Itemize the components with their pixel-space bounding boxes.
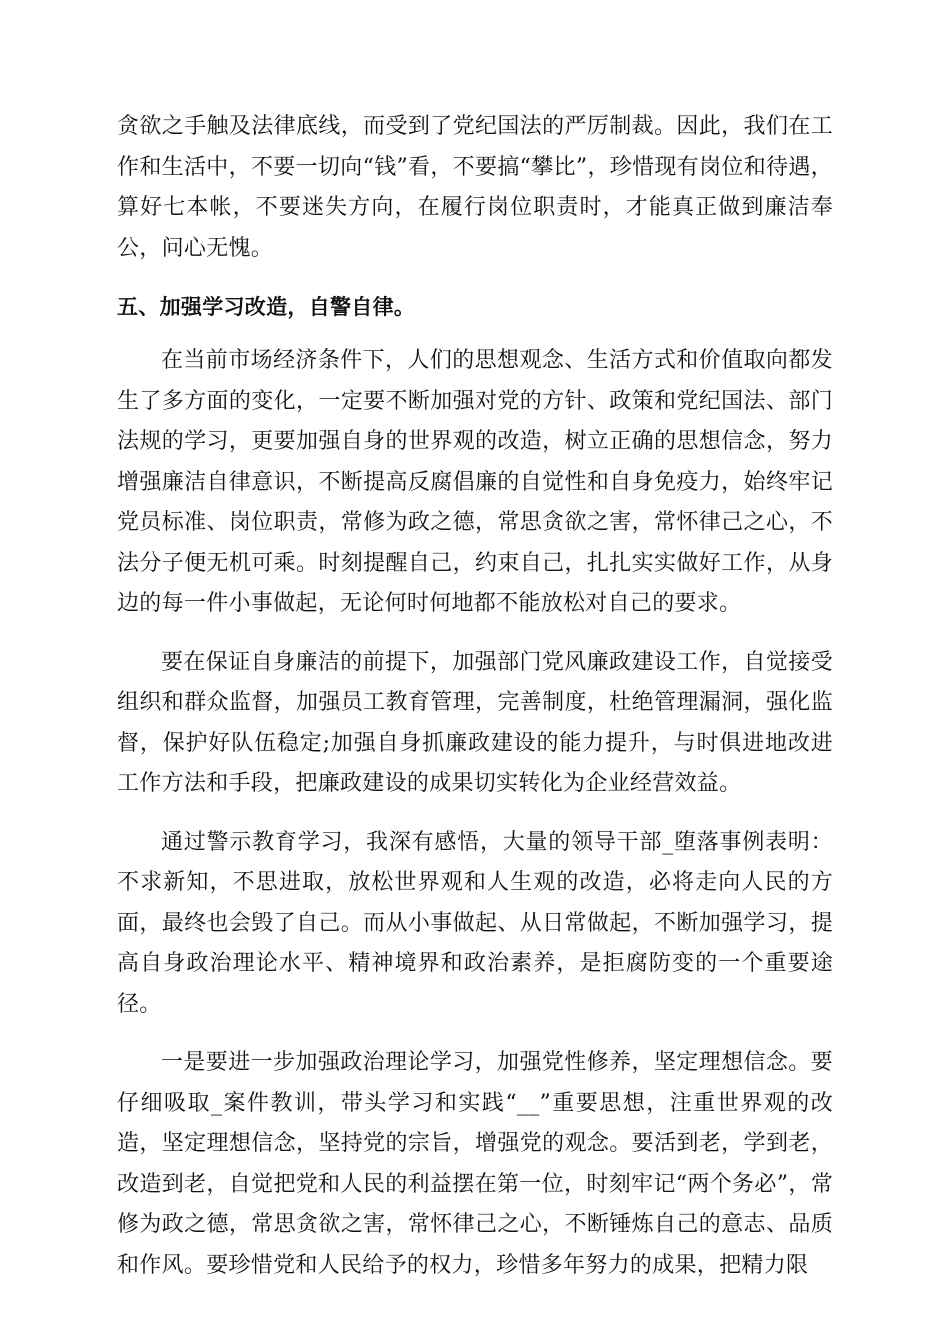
paragraph-3: 要在保证自身廉洁的前提下，加强部门党风廉政建设工作，自觉接受组织和群众监督，加强员工教育管理，完善制度，杜绝管理漏洞，强化监督，保护好队伍稳定;加强自身抓廉政建设的能力提升，与时俱进地改进工作方法和手段，把廉政建设的成果切实转化为企业经营效益。: [117, 649, 833, 796]
paragraph-4: 通过警示教育学习，我深有感悟，大量的领导干部_堕落事例表明：不求新知，不思进取，放松世界观和人生观的改造，必将走向人民的方面，最终也会毁了自己。而从小事做起、从日常做起，不断加强学习，提高自身政治理论水平、精神境界和政治素养，是拒腐防变的一个重要途径。: [117, 829, 833, 1017]
paragraph-5: 一是要进一步加强政治理论学习，加强党性修养，坚定理想信念。要仔细吸取_案件教训，带头学习和实践“__”重要思想，注重世界观的改造，坚定理想信念，坚持党的宗旨，增强党的观念。要活到老，学到老，改造到老，自觉把党和人民的利益摆在第一位，时刻牢记“两个务必”，常修为政之德，常思贪欲之害，常怀律己之心，不断锤炼自己的意志、品质和作风。要珍惜党和人民给予的权力，珍惜多年努力的成果，把精力限: [117, 1050, 833, 1278]
paragraph-2: 在当前市场经济条件下，人们的思想观念、生活方式和价值取向都发生了多方面的变化，一定要不断加强对党的方针、政策和党纪国法、部门法规的学习，更要加强自身的世界观的改造，树立正确的思想信念，努力增强廉洁自律意识，不断提高反腐倡廉的自觉性和自身免疫力，始终牢记党员标准、岗位职责，常修为政之德，常思贪欲之害，常怀律己之心，不法分子便无机可乘。时刻提醒自己，约束自己，扎扎实实做好工作，从身边的每一件小事做起，无论何时何地都不能放松对自己的要求。: [117, 348, 833, 616]
document-body: [117, 107, 833, 1304]
paragraph-1: 贪欲之手触及法律底线，而受到了党纪国法的严厉制裁。因此，我们在工作和生活中，不要一切向“钱”看，不要搞“攀比”，珍惜现有岗位和待遇，算好七本帐，不要迷失方向，在履行岗位职责时，才能真正做到廉洁奉公，问心无愧。: [117, 114, 833, 261]
section-heading-5: 五、加强学习改造，自警自律。: [117, 295, 416, 319]
